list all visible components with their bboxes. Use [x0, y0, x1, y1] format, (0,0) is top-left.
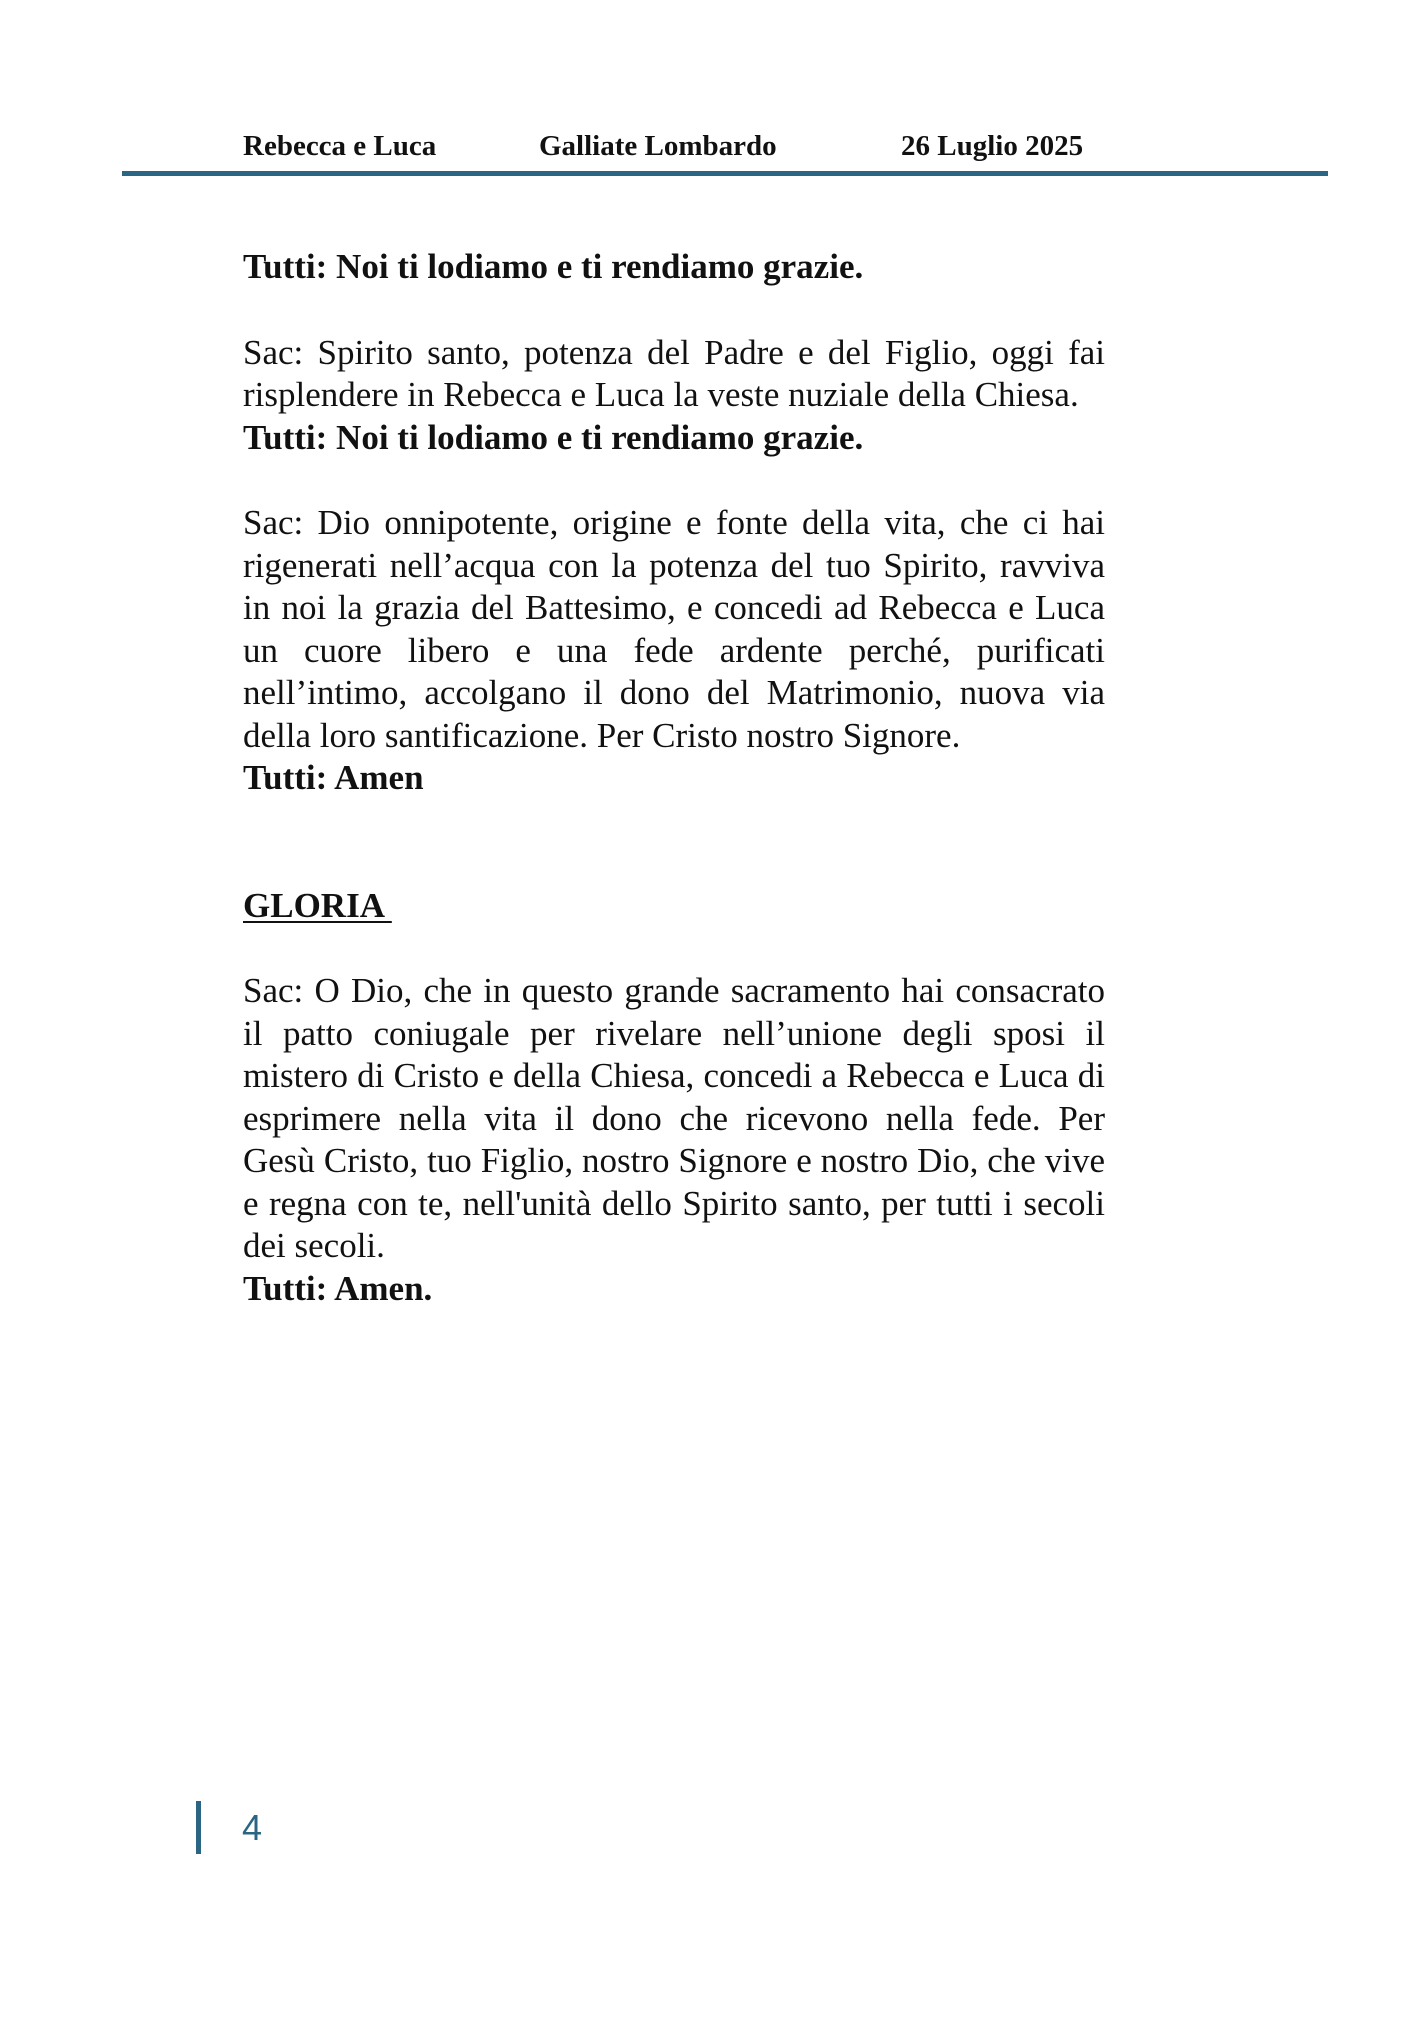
- spacer: [243, 800, 1105, 885]
- page-number: 4: [242, 1807, 263, 1848]
- page-header: [0, 126, 1428, 166]
- response-line: Tutti: Noi ti lodiamo e ti rendiamo grazie.: [243, 417, 864, 457]
- spacer: [243, 289, 1105, 332]
- footer-accent-bar: [196, 1801, 201, 1854]
- header-divider: [122, 171, 1328, 176]
- response-line: Tutti: Amen: [243, 758, 424, 797]
- response-line: Tutti: Noi ti lodiamo e ti rendiamo grazie.: [243, 247, 864, 286]
- spacer: [243, 459, 1105, 502]
- priest-prayer: Sac: Dio onnipotente, origine e fonte della vita, che ci hai rigenerati nell’acqua con la potenza del tuo Spirito, ravviva in noi la grazia del Battesimo, e concedi ad Rebecca e Luca un cuore libero e una fede ardente perché, purificati nell’intimo, accolgano il dono del Matrimonio, nuova via della loro santificazione. Per Cristo nostro Signore.: [243, 503, 1105, 755]
- header-couple-names: Rebecca e Luca: [243, 130, 437, 162]
- response-line: Tutti: Amen.: [243, 1268, 433, 1308]
- section-title-gloria: GLORIA: [243, 885, 392, 925]
- spacer: [243, 927, 1105, 970]
- header-place: Galliate Lombardo: [539, 130, 777, 162]
- header-date: 26 Luglio 2025: [901, 130, 1084, 162]
- priest-prayer: Sac: Spirito santo, potenza del Padre e del Figlio, oggi fai risplendere in Rebecca e Luca la veste nuziale della Chiesa.: [243, 332, 1105, 414]
- page-content: [243, 246, 1105, 1310]
- priest-prayer: Sac: O Dio, che in questo grande sacramento hai consacrato il patto coniugale per rivelare nell’unione degli sposi il mistero di Cristo e della Chiesa, concedi a Rebecca e Luca di esprimere nella vita il dono che ricevono nella fede. Per Gesù Cristo, tuo Figlio, nostro Signore e nostro Dio, che vive e regna con te, nell'unità dello Spirito santo, per tutti i secoli dei secoli.: [243, 971, 1105, 1265]
